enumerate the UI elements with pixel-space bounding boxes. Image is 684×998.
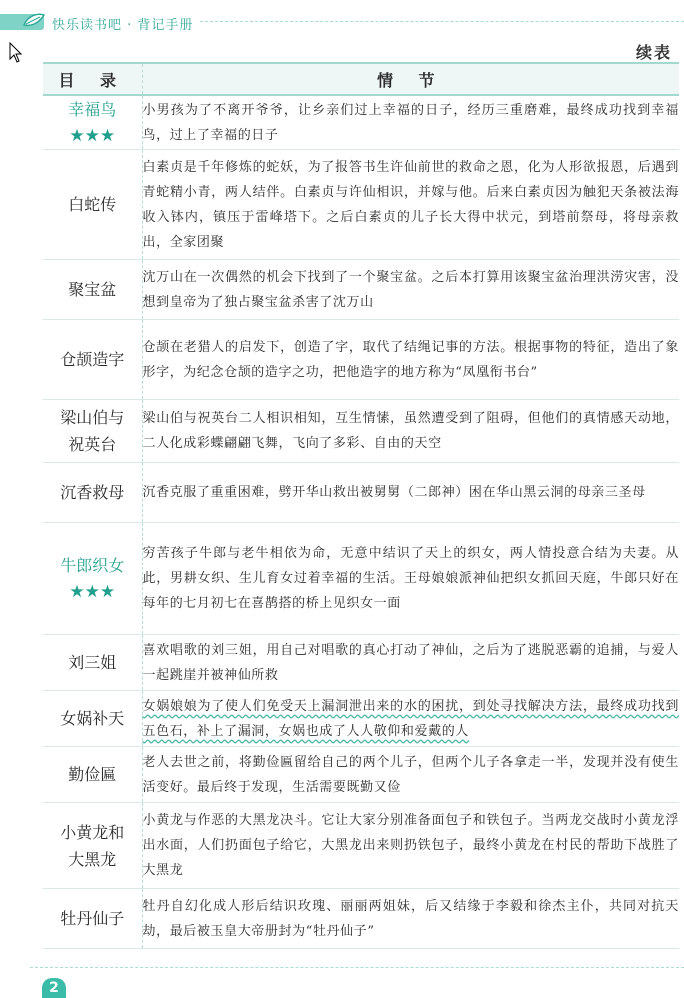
importance-stars-icon: ★★★ [69, 582, 116, 602]
story-plot-cell [142, 320, 679, 400]
story-title-cell [43, 889, 142, 949]
story-plot: 沈万山在一次偶然的机会下找到了一个聚宝盆。之后本打算用该聚宝盆治理洪涝灾害，没想到皇帝为了独占聚宝盆杀害了沈万山 [142, 269, 679, 310]
story-title: 勤俭匾 [68, 765, 117, 784]
importance-stars-icon: ★★★ [69, 126, 116, 146]
story-title-cell [43, 320, 142, 400]
story-title-cell [43, 747, 142, 803]
leaf-icon [22, 11, 46, 31]
page-header [0, 0, 684, 40]
story-plot: 小男孩为了不离开爷爷，让乡亲们过上幸福的日子，经历三重磨难，最终成功找到幸福鸟，过上了幸福的日子 [142, 102, 679, 143]
story-title: 幸福鸟 [68, 100, 117, 119]
story-plot: 牡丹自幻化成人形后结识玫瑰、丽丽两姐妹，后又结缘于李毅和徐杰主仆，共同对抗天劫，最后被玉皇大帝册封为“牡丹仙子” [142, 898, 679, 939]
mouse-cursor-icon [9, 42, 23, 64]
story-plot: 穷苦孩子牛郎与老牛相依为命，无意中结识了天上的织女，两人情投意合结为夫妻。从此，男耕女织、生儿育女过着幸福的生活。王母娘娘派神仙把织女抓回天庭，牛郎只好在每年的七月初七在喜鹊搭的桥上见织女一面 [142, 546, 679, 611]
story-title-cell [43, 691, 142, 747]
table-row [43, 803, 679, 889]
story-plot-cell [142, 95, 679, 150]
story-title: 聚宝盆 [68, 280, 117, 299]
story-plot-cell [142, 747, 679, 803]
story-plot: 喜欢唱歌的刘三姐，用自己对唱歌的真心打动了神仙，之后为了逃脱恶霸的追捕，与爱人一起跳崖并被神仙所救 [142, 642, 679, 683]
story-title-cell [43, 463, 142, 523]
story-title: 女娲补天 [60, 709, 125, 728]
header-catalog: 目 录 [43, 63, 142, 95]
story-title: 仓颉造字 [60, 350, 125, 369]
footer-divider [30, 967, 684, 968]
story-plot: 女娲娘娘为了使人们免受天上漏洞泄出来的水的困扰，到处寻找解决方法，最终成功找到五色石，补上了漏洞，女娲也成了人人敬仰和爱戴的人 [142, 698, 679, 739]
book-title: 快乐读书吧 · 背记手册 [52, 18, 194, 33]
story-title-cell [43, 400, 142, 463]
story-title: 白蛇传 [68, 195, 117, 214]
story-plot-cell [142, 635, 679, 691]
story-plot-cell [142, 260, 679, 320]
story-plot: 小黄龙与作恶的大黑龙决斗。它让大家分别准备面包子和铁包子。当两龙交战时小黄龙浮出水面，人们扔面包子给它，大黑龙出来则扔铁包子，最终小黄龙在村民的帮助下战胜了大黑龙 [142, 813, 679, 878]
table-row [43, 691, 679, 747]
story-plot: 梁山伯与祝英台二人相识相知，互生情愫，虽然遭受到了阻碍，但他们的真情感天动地，二人化成彩蝶翩翩飞舞，飞向了多彩、自由的天空 [142, 411, 679, 451]
story-plot: 仓颉在老猎人的启发下，创造了字，取代了结绳记事的方法。根据事物的特征，造出了象形字，为纪念仓颉的造字之功，把他造字的地方称为“凤凰衔书台” [142, 339, 679, 380]
table-row [43, 523, 679, 635]
story-plot-cell [142, 691, 679, 747]
story-title-cell [43, 260, 142, 320]
story-plot-cell [142, 803, 679, 889]
story-title: 刘三姐 [68, 653, 117, 672]
table-row [43, 889, 679, 949]
story-title-cell [43, 95, 142, 150]
header-divider [200, 21, 684, 22]
story-plot-cell [142, 400, 679, 463]
story-catalog-table [43, 62, 679, 949]
story-plot: 白素贞是千年修炼的蛇妖，为了报答书生许仙前世的救命之恩，化为人形欲报恩，后遇到青蛇精小青，两人结伴。白素贞与许仙相识，并嫁与他。后来白素贞因为触犯天条被法海收入钵内，镇压于雷峰塔下。之后白素贞的儿子长大得中状元，到塔前祭母，将母亲救出，全家团聚 [142, 159, 679, 250]
story-title-cell [43, 803, 142, 889]
story-title: 牛郎织女 [60, 556, 125, 575]
page-number: 2 [42, 978, 66, 998]
table-row [43, 400, 679, 463]
table-row [43, 747, 679, 803]
header-plot: 情 节 [142, 63, 679, 95]
table-row [43, 260, 679, 320]
table-row [43, 635, 679, 691]
table-row [43, 463, 679, 523]
continued-label: 续表 [635, 43, 672, 62]
table-row [43, 150, 679, 260]
story-title: 小黄龙和大黑龙 [60, 822, 125, 869]
story-plot-cell [142, 463, 679, 523]
story-plot-cell [142, 889, 679, 949]
table-row [43, 95, 679, 150]
story-title: 牡丹仙子 [60, 909, 125, 928]
story-plot-cell [142, 150, 679, 260]
story-plot: 沉香克服了重重困难，劈开华山救出被舅舅（二郎神）困在华山黑云洞的母亲三圣母 [142, 485, 646, 500]
story-plot-cell [142, 523, 679, 635]
story-title-cell [43, 523, 142, 635]
story-title-cell [43, 635, 142, 691]
story-title-cell [43, 150, 142, 260]
story-title: 沉香救母 [60, 483, 125, 502]
table-row [43, 320, 679, 400]
story-title: 梁山伯与祝英台 [60, 408, 125, 454]
story-plot: 老人去世之前，将勤俭匾留给自己的两个儿子，但两个儿子各拿走一半，发现并没有使生活变好。最后终于发现，生活需要既勤又俭 [142, 754, 679, 795]
table-header-row [43, 63, 679, 95]
